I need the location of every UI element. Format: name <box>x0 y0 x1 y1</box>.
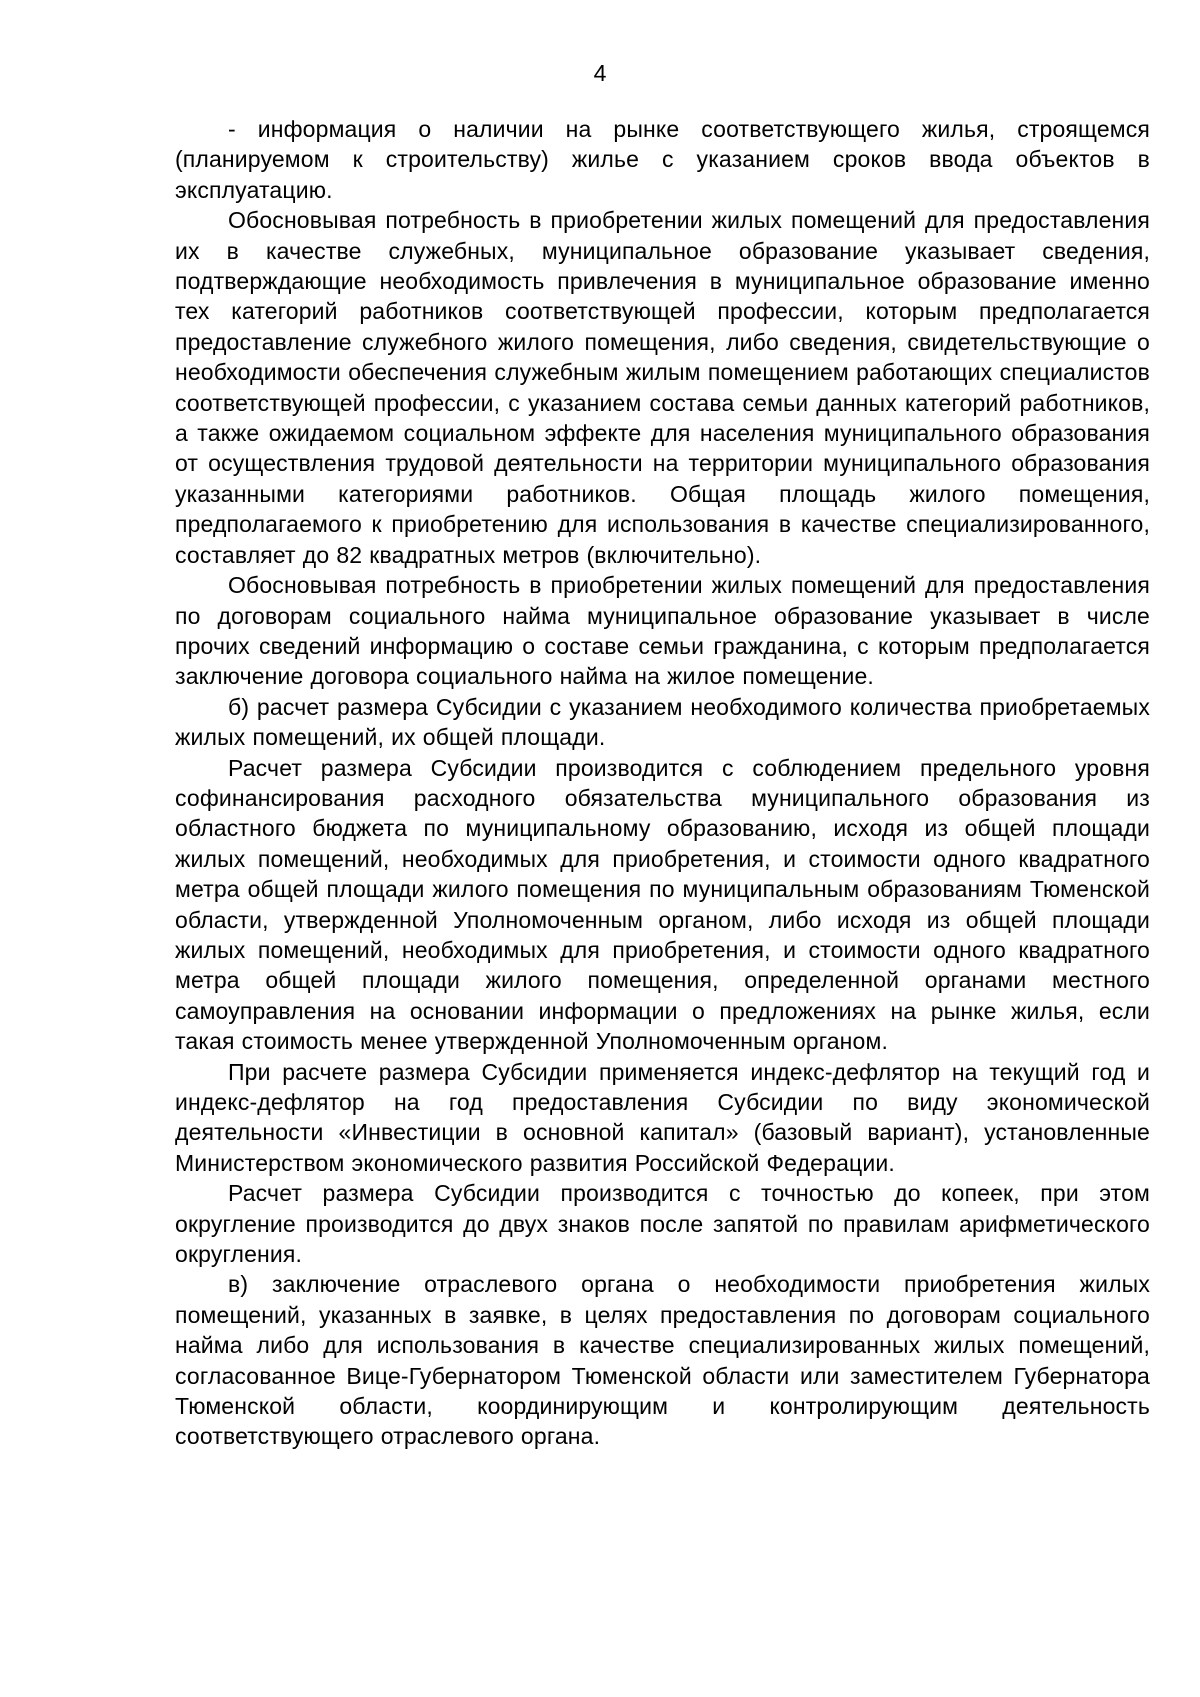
paragraph-subsidy-calculation-item-b: б) расчет размера Субсидии с указанием необходимого количества приобретаемых жилых помещений, их общей площади. <box>175 693 1150 751</box>
paragraph-service-housing-justification: Обосновывая потребность в приобретении жилых помещений для предоставления их в качестве служебных, муниципальное образование указывает сведения, подтверждающие необходимость привлечения в муниципальное образование именно тех категорий работников соответствующей профессии, которым предполагается предоставление служебного жилого помещения, либо сведения, свидетельствующие о необходимости обеспечения служебным жилым помещением работающих специалистов соответствующей профессии, с указанием состава семьи данных категорий работников, а также ожидаемом социальном эффекте для населения муниципального образования от осуществления трудовой деятельности на территории муниципального образования указанными категориями работников. Общая площадь жилого помещения, предполагаемого к приобретению для использования в качестве специализированного, составляет до 82 квадратных метров (включительно). <box>175 207 1150 568</box>
paragraph-sector-body-conclusion-item-v: в) заключение отраслевого органа о необходимости приобретения жилых помещений, указанных в заявке, в целях предоставления по договорам социального найма либо для использования в качестве специализированных жилых помещений, согласованное Вице-Губернатором Тюменской области или заместителем Губернатора Тюменской области, координирующим и контролирующим деятельность соответствующего отраслевого органа. <box>175 1271 1150 1450</box>
paragraph-rounding-rule: Расчет размера Субсидии производится с точностью до копеек, при этом округление производится до двух знаков после запятой по правилам арифметического округления. <box>175 1180 1150 1268</box>
document-body <box>175 114 1150 1452</box>
paragraph-subsidy-calculation-method: Расчет размера Субсидии производится с соблюдением предельного уровня софинансирования расходного обязательства муниципального образования из областного бюджета по муниципальному образованию, исходя из общей площади жилых помещений, необходимых для приобретения, и стоимости одного квадратного метра общей площади жилого помещения по муниципальным образованиям Тюменской области, утвержденной Уполномоченным органом, либо исходя из общей площади жилых помещений, необходимых для приобретения, и стоимости одного квадратного метра общей площади жилого помещения, определенной органами местного самоуправления на основании информации о предложениях на рынке жилья, если такая стоимость менее утвержденной Уполномоченным органом. <box>175 754 1150 1055</box>
paragraph-market-info: - информация о наличии на рынке соответствующего жилья, строящемся (планируемом к строительству) жилье с указанием сроков ввода объектов в эксплуатацию. <box>175 116 1150 203</box>
paragraph-social-rent-justification: Обосновывая потребность в приобретении жилых помещений для предоставления по договорам социального найма муниципальное образование указывает в числе прочих сведений информацию о составе семьи гражданина, с которым предполагается заключение договора социального найма на жилое помещение. <box>175 572 1150 690</box>
page-number: 4 <box>593 60 607 86</box>
paragraph-deflator-index: При расчете размера Субсидии применяется индекс-дефлятор на текущий год и индекс-дефлятор на год предоставления Субсидии по виду экономической деятельности «Инвестиции в основной капитал» (базовый вариант), установленные Министерством экономического развития Российской Федерации. <box>175 1058 1150 1176</box>
